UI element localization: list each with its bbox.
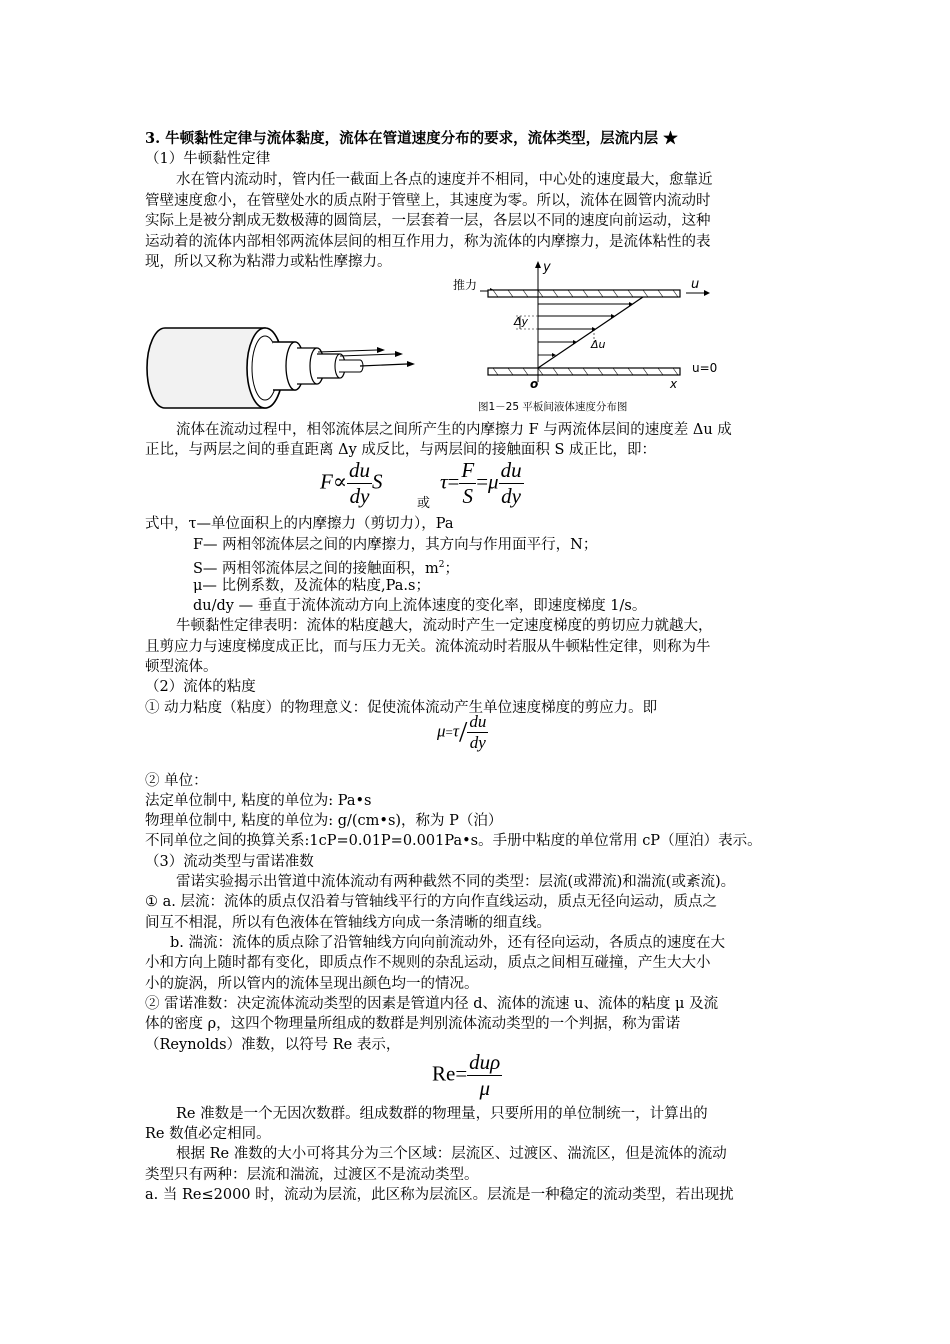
reynolds-formula: Re= $\frac{\text{duρ}}{\mu}$	[432, 1050, 501, 1100]
definition-item: F— 两相邻流体层之间的内摩擦力，其方向与作用面平行，N；	[193, 537, 598, 553]
figure-caption: 图1－25 平板间液体速度分布图	[478, 401, 628, 413]
velocity-distribution-figure	[448, 258, 718, 422]
turbulent-line: 小和方向上随时都有变化，即质点作不规则的杂乱运动，质点之间相互碰撞，产生大大小	[145, 955, 711, 971]
re-para-line: 根据 Re 准数的大小可将其分为三个区域：层流区、过渡区、湍流区，但是流体的流动	[176, 1146, 727, 1162]
unit-line: 不同单位之间的换算关系:1cP=0.01P=0.001Pa•s。手册中粘度的单位常用 cP（厘泊）表示。	[145, 833, 762, 849]
para3-line: 且剪应力与速度梯度成正比，而与压力无关。流体流动时若服从牛顿粘性定律，则称为牛	[145, 639, 711, 655]
zero-velocity-label: u=0	[692, 361, 718, 375]
laminar-line: 间互不相混，所以有色液体在管轴线方向成一条清晰的细直线。	[145, 915, 551, 931]
unit-line: 物理单位制中, 粘度的单位为: g/(cm•s)，称为 P（泊）	[145, 813, 503, 829]
reynolds-line: 体的密度 ρ，这四个物理量所组成的数群是判别流体流动类型的一个判据，称为雷诺	[145, 1016, 681, 1032]
para1-line: 水在管内流动时，管内任一截面上各点的速度并不相同，中心处的速度最大，愈靠近	[176, 172, 713, 188]
unit-heading: ② 单位：	[145, 773, 208, 789]
para3-line: 顿型流体。	[145, 659, 218, 675]
subsection-title-flow-types: （3）流动类型与雷诺准数	[145, 854, 314, 870]
velocity-u-label: u	[691, 277, 700, 292]
re-para-line: a. 当 Re≤2000 时，流动为层流，此区称为层流区。层流是一种稳定的流动类型，若出现扰	[145, 1187, 734, 1203]
para1-line: 现，所以又称为粘滞力或粘性摩擦力。	[145, 254, 392, 270]
para1-line: 管壁速度愈小，在管壁处水的质点附于管壁上，其速度为零。所以，流体在圆管内流动时	[145, 193, 711, 209]
shear-stress-formula: τ= $\frac{F}{S}$ =μ $\frac{du}{dy}$	[440, 458, 522, 508]
viscosity-definition: ① 动力粘度（粘度）的物理意义：促使流体流动产生单位速度梯度的剪应力。即	[145, 700, 658, 716]
subsection-title-newton-law: （1）牛顿黏性定律	[145, 151, 271, 167]
y-axis-label: y	[543, 260, 551, 275]
turbulent-line: b. 湍流：流体的质点除了沿管轴线方向向前流动外，还有径向运动，各质点的速度在大	[170, 935, 725, 951]
delta-y-label: Δy	[514, 315, 529, 328]
reynolds-line: ② 雷诺准数：决定流体流动类型的因素是管道内径 d、流体的流速 u、流体的粘度 μ 及流	[145, 996, 719, 1012]
re-para-line: 类型只有两种：层流和湍流，过渡区不是流动类型。	[145, 1167, 479, 1183]
re-para-line: Re 准数是一个无因次数群。组成数群的物理量，只要所用的单位制统一，计算出的	[176, 1106, 708, 1122]
section-heading: 3. 牛顿黏性定律与流体黏度，流体在管道速度分布的要求，流体类型，层流内层 ★	[145, 130, 678, 147]
origin-label: o	[530, 377, 539, 391]
turbulent-line: 小的旋涡，所以管内的流体呈现出颜色均一的情况。	[145, 976, 479, 992]
x-axis-label: x	[670, 377, 678, 391]
newton-law-formula: F∝ $\frac{du}{dy}$ S	[320, 458, 383, 508]
laminar-line: ① a. 层流：流体的质点仅沿着与管轴线平行的方向作直线运动，质点无径向运动，质点之	[145, 894, 717, 910]
subsection-title-viscosity: （2）流体的粘度	[145, 679, 256, 695]
delta-u-label: Δu	[591, 338, 606, 351]
para2-line: 流体在流动过程中，相邻流体层之间所产生的内摩擦力 F 与两流体层间的速度差 Δu 成	[176, 422, 732, 438]
definition-item: S— 两相邻流体层之间的接触面积，$m^2$；	[193, 560, 460, 577]
viscosity-formula: μ=τ/ $\frac{du}{dy}$	[437, 712, 487, 752]
re-para-line: Re 数值必定相同。	[145, 1126, 271, 1142]
pipe-layers-figure	[145, 318, 415, 422]
or-label: 或	[417, 496, 431, 511]
para1-line: 实际上是被分割成无数极薄的圆筒层，一层套着一层，各层以不同的速度向前运动，这种	[145, 213, 711, 229]
reynolds-line: （Reynolds）准数，以符号 Re 表示，	[145, 1037, 401, 1053]
definitions-intro: 式中，τ—单位面积上的内摩擦力（剪切力），Pa	[145, 516, 454, 532]
para3-line: 牛顿黏性定律表明：流体的粘度越大，流动时产生一定速度梯度的剪切应力就越大，	[176, 618, 713, 634]
para2-line: 正比，与两层之间的垂直距离 Δy 成反比，与两层间的接触面积 S 成正比，即：	[145, 442, 657, 458]
definition-item: μ— 比例系数，及流体的粘度,Pa.s；	[193, 578, 430, 594]
para1-line: 运动着的流体内部相邻两流体层间的相互作用力，称为流体的内摩擦力，是流体粘性的表	[145, 234, 711, 250]
push-force-label: 推力	[453, 278, 478, 292]
flow-types-intro: 雷诺实验揭示出管道中流体流动有两种截然不同的类型：层流(或滞流)和湍流(或紊流)。	[176, 874, 736, 890]
definition-item: du/dy — 垂直于流体流动方向上流体速度的变化率，即速度梯度 1/s。	[193, 598, 647, 614]
unit-line: 法定单位制中, 粘度的单位为: Pa•s	[145, 793, 372, 809]
